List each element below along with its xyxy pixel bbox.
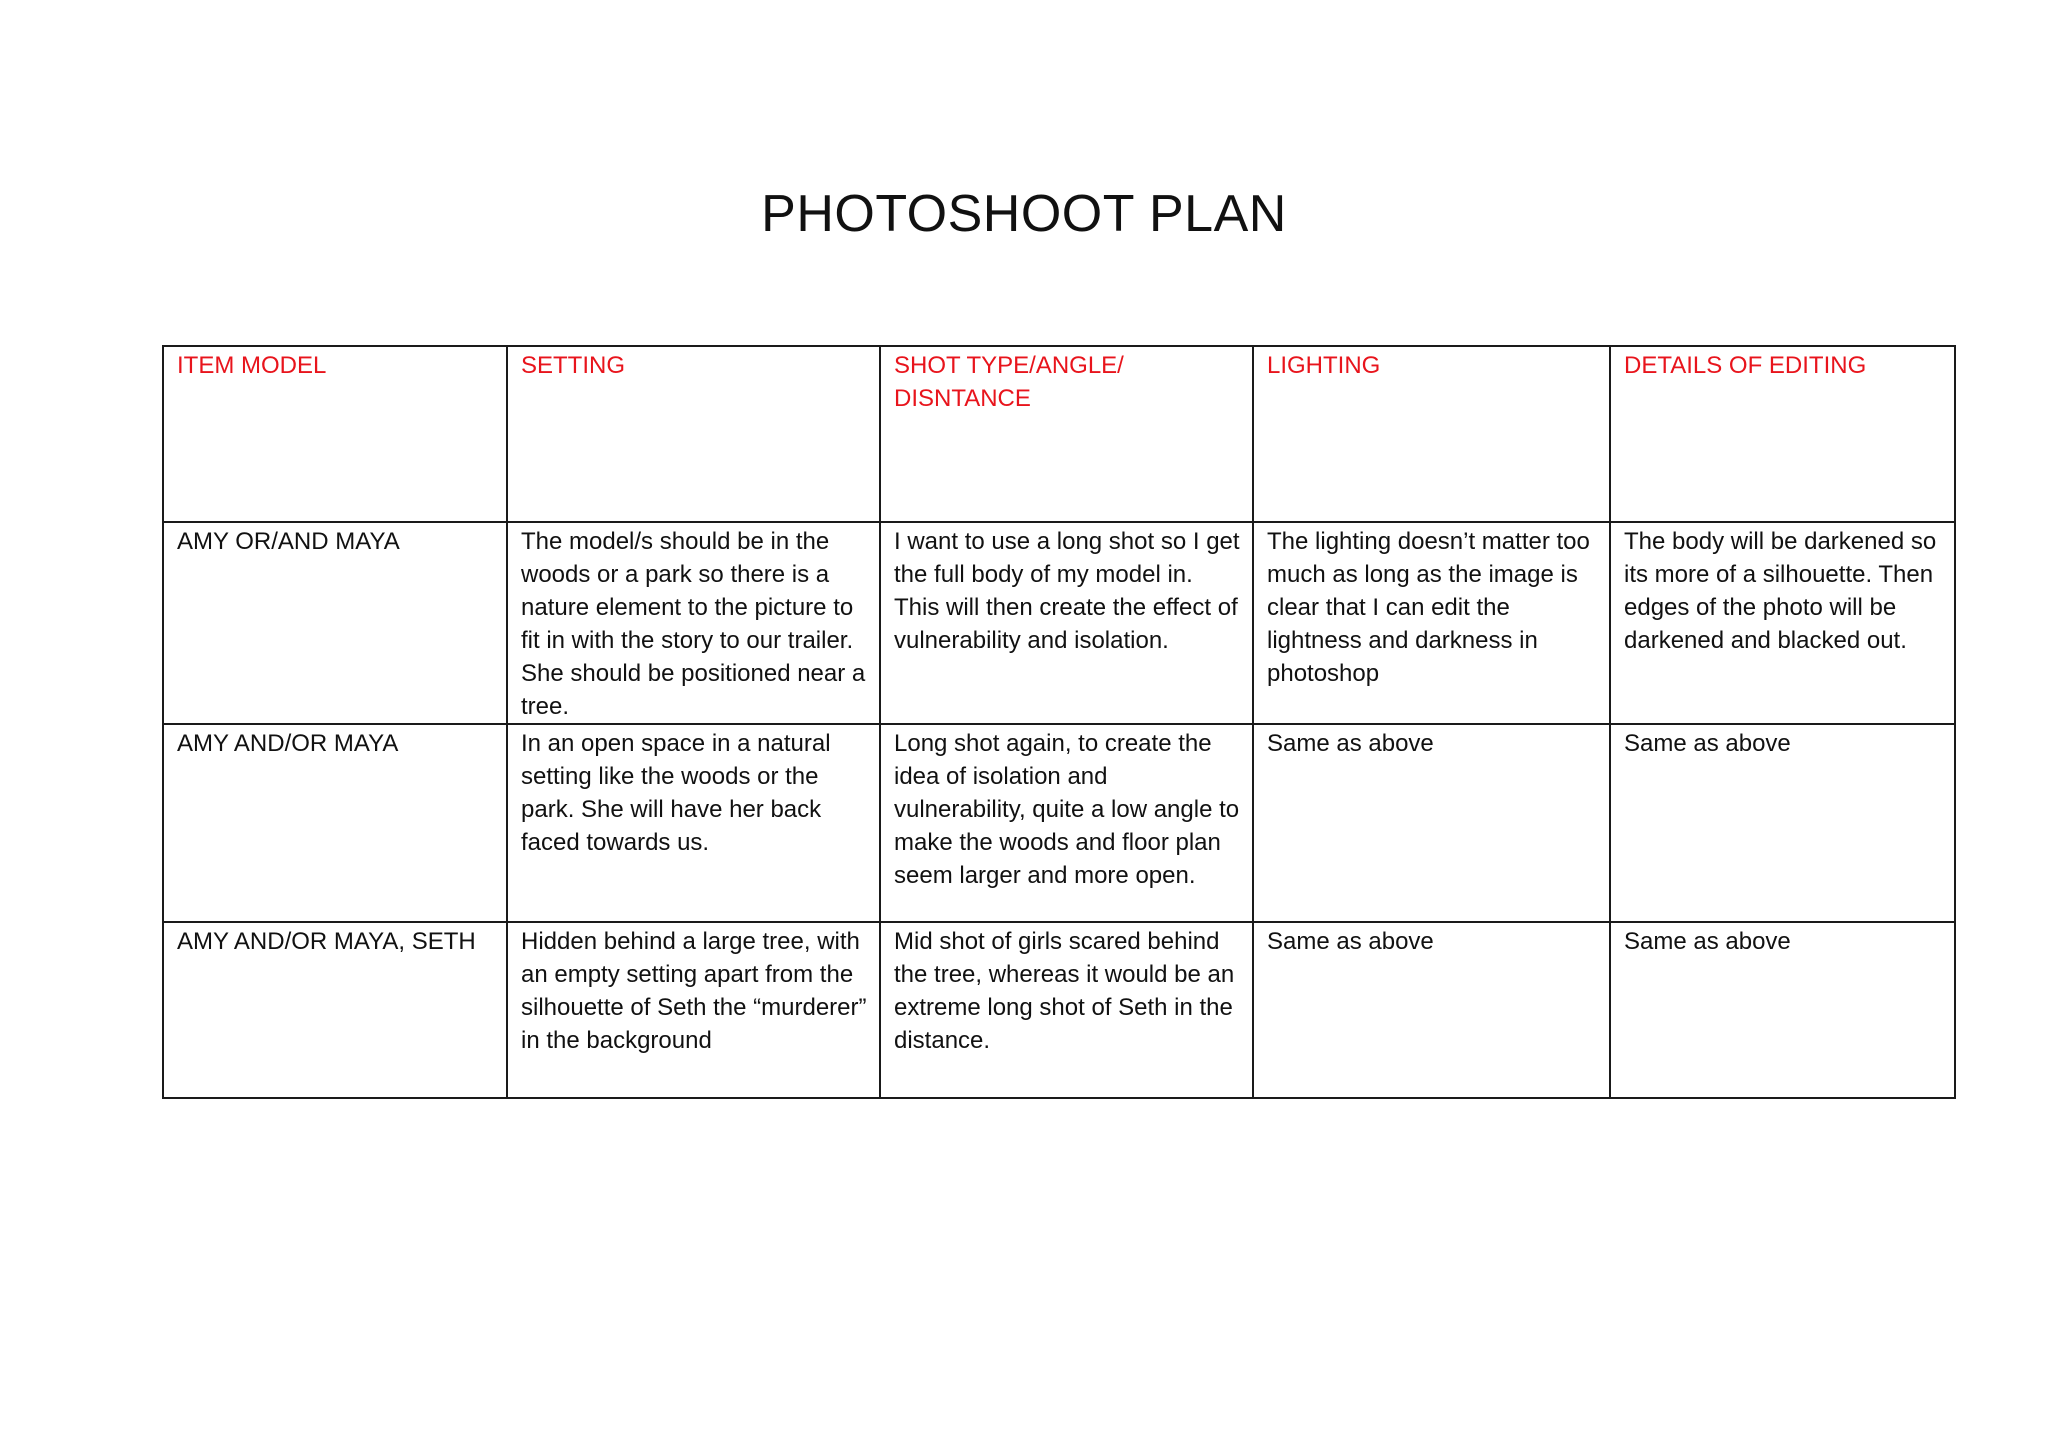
- header-editing: DETAILS OF EDITING: [1610, 346, 1955, 522]
- cell-lighting: Same as above: [1253, 922, 1610, 1098]
- page-title: PHOTOSHOOT PLAN: [761, 185, 1287, 243]
- cell-lighting: Same as above: [1253, 724, 1610, 922]
- cell-item-model: AMY OR/AND MAYA: [163, 522, 507, 724]
- header-item-model: ITEM MODEL: [163, 346, 507, 522]
- table-row: [163, 522, 1955, 724]
- cell-shot-type: I want to use a long shot so I get the full body of my model in. This will then create the effect of vulnerability and isolation.: [880, 522, 1253, 724]
- cell-editing: Same as above: [1610, 922, 1955, 1098]
- cell-editing: Same as above: [1610, 724, 1955, 922]
- cell-shot-type: Mid shot of girls scared behind the tree, whereas it would be an extreme long shot of Seth in the distance.: [880, 922, 1253, 1098]
- photoshoot-plan-table: [162, 345, 1956, 1099]
- cell-item-model: AMY AND/OR MAYA: [163, 724, 507, 922]
- cell-editing: The body will be darkened so its more of a silhouette. Then edges of the photo will be darkened and blacked out.: [1610, 522, 1955, 724]
- header-lighting: LIGHTING: [1253, 346, 1610, 522]
- header-shot-type: SHOT TYPE/ANGLE/ DISNTANCE: [880, 346, 1253, 522]
- cell-item-model: AMY AND/OR MAYA, SETH: [163, 922, 507, 1098]
- table-row: [163, 922, 1955, 1098]
- header-setting: SETTING: [507, 346, 880, 522]
- cell-setting: In an open space in a natural setting like the woods or the park. She will have her back faced towards us.: [507, 724, 880, 922]
- table-header-row: [163, 346, 1955, 522]
- cell-shot-type: Long shot again, to create the idea of isolation and vulnerability, quite a low angle to make the woods and floor plan seem larger and more open.: [880, 724, 1253, 922]
- cell-setting: The model/s should be in the woods or a park so there is a nature element to the picture to fit in with the story to our trailer. She should be positioned near a tree.: [507, 522, 880, 724]
- table-row: [163, 724, 1955, 922]
- cell-setting: Hidden behind a large tree, with an empty setting apart from the silhouette of Seth the “murderer” in the background: [507, 922, 880, 1098]
- cell-lighting: The lighting doesn’t matter too much as long as the image is clear that I can edit the lightness and darkness in photoshop: [1253, 522, 1610, 724]
